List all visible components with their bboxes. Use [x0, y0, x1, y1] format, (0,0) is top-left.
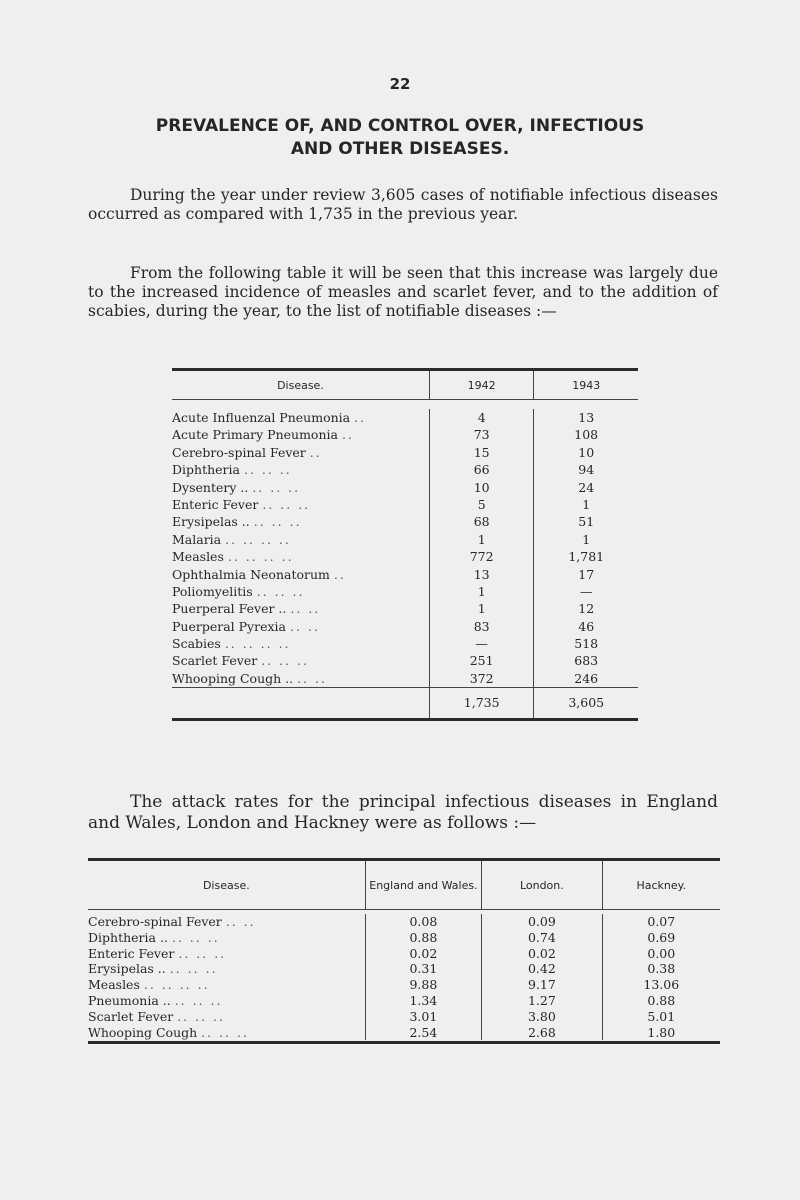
table-row	[88, 914, 720, 930]
leader-dots: ..	[333, 566, 346, 582]
leader-dots: .. .. ..	[178, 945, 227, 961]
attack-rates-paragraph: The attack rates for the principal infectious diseases in England and Wales, London and Hackney were as follows :—	[88, 792, 718, 833]
cell-england-wales: 0.88	[365, 930, 481, 946]
leader-dots: .. .. ..	[171, 929, 220, 945]
disease-name: Puerperal Fever ..	[172, 601, 287, 617]
header-hackney: Hackney.	[602, 861, 720, 909]
table-row	[172, 513, 638, 530]
disease-name: Diphtheria ..	[88, 929, 168, 945]
disease-name: Poliomyelitis	[172, 583, 253, 599]
disease-name: Pneumonia ..	[88, 992, 171, 1008]
cell-disease	[172, 635, 429, 652]
table-row	[172, 618, 638, 635]
disease-name: Ophthalmia Neonatorum	[172, 566, 330, 582]
disease-name: Enteric Fever	[88, 945, 175, 961]
table-row	[172, 600, 638, 617]
cell-london: 0.42	[481, 961, 601, 977]
disease-name: Scarlet Fever	[88, 1008, 174, 1024]
cell-hackney: 0.69	[602, 930, 720, 946]
table-bottom-rule	[172, 718, 638, 721]
total-1943: 3,605	[533, 688, 638, 718]
table-row	[172, 566, 638, 583]
cell-1942: —	[429, 635, 534, 652]
table-row	[88, 1025, 720, 1041]
cell-disease	[172, 409, 429, 426]
cell-1943: 17	[533, 566, 638, 583]
table-row	[172, 496, 638, 513]
cell-disease	[172, 461, 429, 478]
table-row	[172, 652, 638, 669]
cell-1943: 1,781	[533, 548, 638, 565]
cell-disease	[88, 914, 365, 930]
cell-1942: 372	[429, 670, 534, 687]
cell-disease	[172, 618, 429, 635]
leader-dots: .. .. ..	[256, 583, 305, 599]
leader-dots: .. ..	[297, 670, 327, 686]
cell-disease	[172, 479, 429, 496]
table-body	[88, 910, 720, 1040]
table-row	[88, 930, 720, 946]
page-number: 22	[389, 75, 411, 93]
disease-name: Enteric Fever	[172, 496, 259, 512]
table-row	[172, 635, 638, 652]
leader-dots: .. .. .. ..	[227, 549, 294, 565]
leader-dots: ..	[309, 444, 322, 460]
leader-dots: .. .. ..	[253, 514, 302, 530]
cell-1943: 24	[533, 479, 638, 496]
cell-london: 1.27	[481, 993, 601, 1009]
header-england-wales: England and Wales.	[365, 861, 481, 909]
table-row	[88, 1009, 720, 1025]
cell-1942: 5	[429, 496, 534, 513]
cell-disease	[88, 1009, 365, 1025]
disease-name: Whooping Cough ..	[172, 670, 294, 686]
leader-dots: .. .. ..	[252, 479, 301, 495]
leader-dots: .. .. .. ..	[143, 977, 210, 993]
cell-hackney: 5.01	[602, 1009, 720, 1025]
cell-hackney: 0.00	[602, 946, 720, 962]
leader-dots: .. .. ..	[174, 992, 223, 1008]
leader-dots: .. ..	[289, 618, 320, 634]
table-row	[172, 426, 638, 443]
leader-dots: .. .. .. ..	[225, 531, 291, 547]
cell-1942: 1	[429, 531, 534, 548]
cell-disease	[172, 670, 429, 687]
cell-disease	[88, 946, 365, 962]
disease-name: Measles	[88, 977, 140, 993]
cell-1943: 51	[533, 513, 638, 530]
leader-dots: ..	[354, 410, 367, 425]
cell-london: 9.17	[481, 977, 601, 993]
cell-hackney: 1.80	[602, 1025, 720, 1041]
table-row	[88, 977, 720, 993]
cell-england-wales: 0.31	[365, 961, 481, 977]
disease-name: Scabies	[172, 636, 221, 652]
disease-name: Malaria	[172, 531, 222, 547]
cell-england-wales: 2.54	[365, 1025, 481, 1041]
table-row	[172, 583, 638, 600]
header-disease: Disease.	[202, 878, 250, 892]
header-disease: Disease.	[277, 378, 324, 392]
cell-disease	[172, 652, 429, 669]
leader-dots: .. .. ..	[262, 496, 311, 512]
cell-disease	[172, 531, 429, 548]
cell-disease	[88, 930, 365, 946]
disease-name: Acute Influenzal Pneumonia	[172, 410, 351, 425]
cell-1942: 1	[429, 600, 534, 617]
cell-1943: 12	[533, 600, 638, 617]
disease-name: Measles	[172, 549, 224, 565]
leader-dots: .. .. ..	[169, 961, 218, 977]
cell-disease	[172, 513, 429, 530]
leader-dots: .. .. ..	[201, 1024, 249, 1040]
leader-dots: .. ..	[290, 601, 321, 617]
disease-name: Dysentery ..	[172, 479, 249, 495]
leader-dots: .. .. ..	[261, 653, 309, 669]
cell-1942: 10	[429, 479, 534, 496]
cell-hackney: 0.38	[602, 961, 720, 977]
cell-disease	[172, 496, 429, 513]
cell-1943: 518	[533, 635, 638, 652]
leader-dots: .. .. ..	[243, 462, 292, 478]
cell-1942: 66	[429, 461, 534, 478]
cell-disease	[172, 426, 429, 443]
notifications-table	[172, 368, 638, 721]
table-row	[88, 993, 720, 1009]
table-bottom-rule	[88, 1041, 720, 1044]
cell-hackney: 13.06	[602, 977, 720, 993]
attack-rates-table	[88, 858, 720, 1044]
disease-name: Erysipelas ..	[172, 514, 250, 530]
disease-name: Diphtheria	[172, 462, 240, 478]
header-1943: 1943	[533, 371, 638, 399]
cell-disease	[88, 1025, 365, 1041]
cell-1943: 94	[533, 461, 638, 478]
cell-1943: 683	[533, 652, 638, 669]
table-row	[172, 479, 638, 496]
title-line-2: AND OTHER DISEASES.	[290, 139, 510, 159]
cell-disease	[88, 993, 365, 1009]
table-header-row	[88, 861, 720, 909]
table-row	[88, 946, 720, 962]
header-1942: 1942	[429, 371, 534, 399]
cell-1942: 73	[429, 426, 534, 443]
cell-1942: 4	[429, 409, 534, 426]
cell-disease	[172, 583, 429, 600]
table-row	[172, 444, 638, 461]
table-header-row	[172, 371, 638, 399]
leader-dots: .. ..	[225, 914, 256, 929]
page-title	[80, 115, 720, 161]
cell-london: 3.80	[481, 1009, 601, 1025]
table-intro-paragraph: From the following table it will be seen that this increase was largely due to the increased incidence of measles and scarlet fever, and to the addition of scabies, during the year, to the list of notifiable diseases :—	[88, 264, 718, 320]
cell-1943: 1	[533, 496, 638, 513]
leader-dots: .. .. ..	[177, 1008, 225, 1024]
cell-england-wales: 0.02	[365, 946, 481, 962]
table-row	[172, 670, 638, 687]
cell-1942: 772	[429, 548, 534, 565]
cell-1943: 108	[533, 426, 638, 443]
table-row	[172, 461, 638, 478]
disease-name: Acute Primary Pneumonia	[172, 427, 338, 443]
cell-1943: 13	[533, 409, 638, 426]
total-label	[172, 688, 429, 718]
table-row	[172, 548, 638, 565]
title-line-1: PREVALENCE OF, AND CONTROL OVER, INFECTIOUS	[155, 116, 645, 136]
disease-name: Cerebro-spinal Fever	[88, 914, 222, 929]
cell-hackney: 0.88	[602, 993, 720, 1009]
cell-london: 0.74	[481, 930, 601, 946]
total-1942: 1,735	[429, 688, 534, 718]
cell-england-wales: 3.01	[365, 1009, 481, 1025]
total-row	[172, 688, 638, 718]
cell-disease	[172, 548, 429, 565]
cell-1942: 251	[429, 652, 534, 669]
cell-1942: 83	[429, 618, 534, 635]
cell-disease	[172, 444, 429, 461]
cell-disease	[88, 961, 365, 977]
disease-name: Puerperal Pyrexia	[172, 618, 286, 634]
cell-england-wales: 1.34	[365, 993, 481, 1009]
table-row	[88, 961, 720, 977]
cell-1942: 15	[429, 444, 534, 461]
cell-london: 0.02	[481, 946, 601, 962]
cell-england-wales: 0.08	[365, 914, 481, 930]
intro-paragraph: During the year under review 3,605 cases of notifiable infectious diseases occurred as compared with 1,735 in the previous year.	[88, 186, 718, 223]
cell-disease	[172, 600, 429, 617]
cell-disease	[88, 977, 365, 993]
cell-1942: 1	[429, 583, 534, 600]
disease-name: Whooping Cough	[88, 1024, 198, 1040]
disease-name: Erysipelas ..	[88, 961, 166, 977]
leader-dots: .. .. .. ..	[224, 636, 291, 652]
table-row	[172, 531, 638, 548]
cell-england-wales: 9.88	[365, 977, 481, 993]
table-body	[172, 400, 638, 687]
header-london: London.	[481, 861, 601, 909]
disease-name: Cerebro-spinal Fever	[172, 444, 306, 460]
cell-london: 2.68	[481, 1025, 601, 1041]
leader-dots: ..	[341, 427, 354, 443]
cell-hackney: 0.07	[602, 914, 720, 930]
cell-1943: —	[533, 583, 638, 600]
cell-1943: 246	[533, 670, 638, 687]
disease-name: Scarlet Fever	[172, 653, 258, 669]
table-row	[172, 409, 638, 426]
cell-1942: 13	[429, 566, 534, 583]
cell-1942: 68	[429, 513, 534, 530]
cell-1943: 1	[533, 531, 638, 548]
cell-disease	[172, 566, 429, 583]
cell-1943: 10	[533, 444, 638, 461]
cell-1943: 46	[533, 618, 638, 635]
cell-london: 0.09	[481, 914, 601, 930]
